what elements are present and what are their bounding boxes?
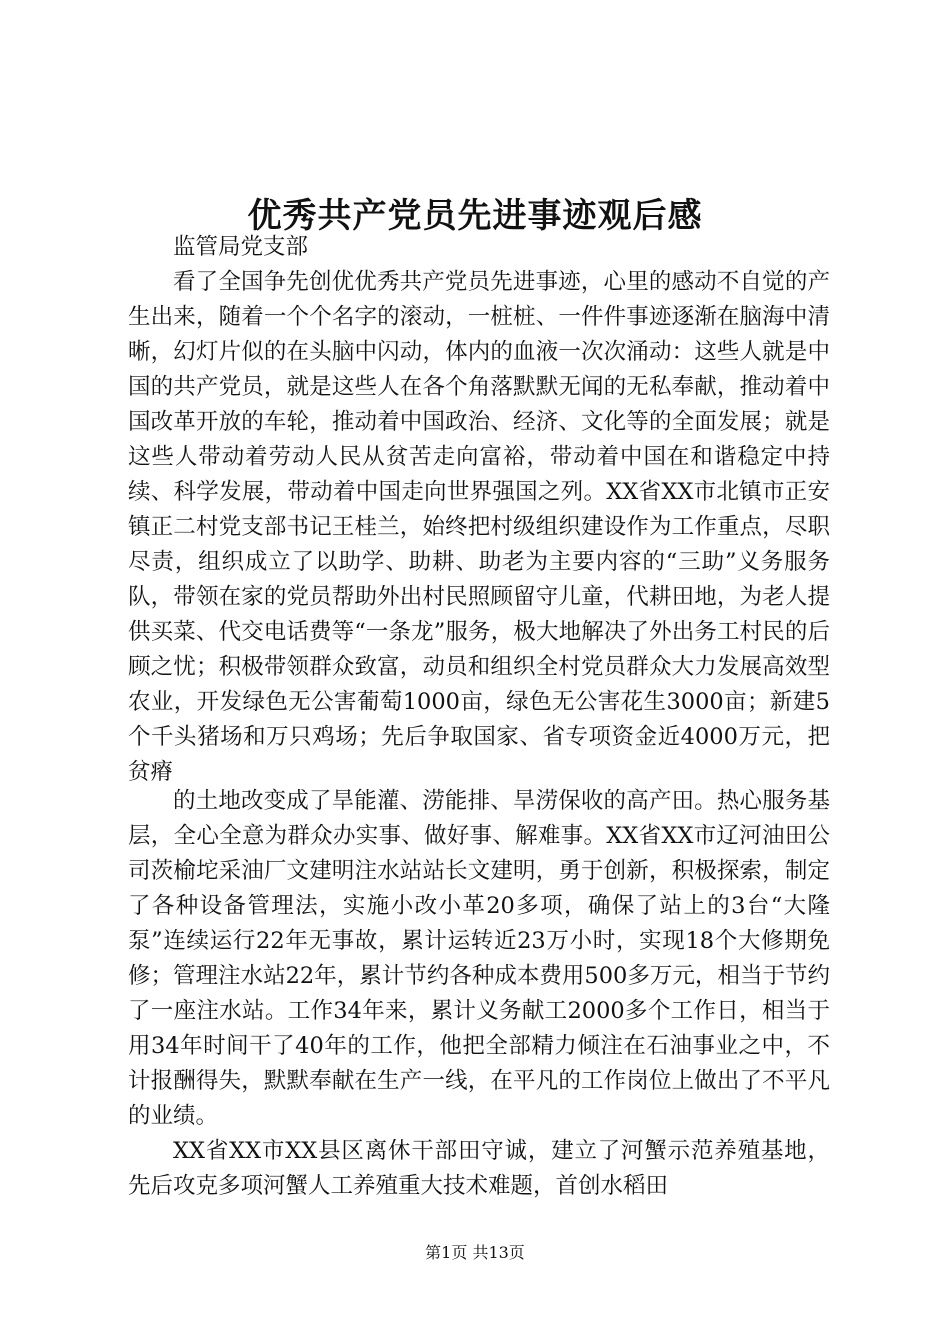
document-title: 优秀共产党员先进事迹观后感: [247, 196, 703, 236]
paragraph: XX省XX市XX县区离休干部田守诚，建立了河蟹示范养殖基地，先后攻克多项河蟹人工养殖重大技术难题，首创水稻田: [128, 1138, 830, 1199]
page-footer: 第1页 共13页: [425, 1243, 525, 1262]
paragraph: 的土地改变成了旱能灌、涝能排、旱涝保收的高产田。热心服务基层，全心全意为群众办实事、做好事、解难事。XX省XX市辽河油田公司茨榆坨采油厂文建明注水站站长文建明，勇于创新，积极探索，制定了各种设备管理法，实施小改小革20多项，确保了站上的3台“大隆泵”连续运行22年无事故，累计运转近23万小时，实现18个大修期免修；管理注水站22年，累计节约各种成本费用500多万元，相当于节约了一座注水站。工作34年来，累计义务献工2000多个工作日，相当于用34年时间干了40年的工作，他把全部精力倾注在石油事业之中，不计报酬得失，默默奉献在生产一线，在平凡的工作岗位上做出了不平凡的业绩。: [128, 788, 830, 1129]
body-text-bottom: [128, 784, 830, 1204]
body-text-top: [128, 230, 830, 790]
author-line: 监管局党支部: [173, 234, 309, 260]
paragraph: 看了全国争先创优优秀共产党员先进事迹，心里的感动不自觉的产生出来，随着一个个名字的滚动，一桩桩、一件件事迹逐渐在脑海中清晰，幻灯片似的在头脑中闪动，体内的血液一次次涌动：这些人就是中国的共产党员，就是这些人在各个角落默默无闻的无私奉献，推动着中国改革开放的车轮，推动着中国政治、经济、文化等的全面发展；就是这些人带动着劳动人民从贫苦走向富裕，带动着中国在和谐稳定中持续、科学发展，带动着中国走向世界强国之列。XX省XX市北镇市正安镇正二村党支部书记王桂兰，始终把村级组织建设作为工作重点，尽职尽责，组织成立了以助学、助耕、助老为主要内容的“三助”义务服务队，带领在家的党员帮助外出村民照顾留守儿童，代耕田地，为老人提供买菜、代交电话费等“一条龙”服务，极大地解决了外出务工村民的后顾之忧；积极带领群众致富，动员和组织全村党员群众大力发展高效型农业，开发绿色无公害葡萄1000亩，绿色无公害花生3000亩；新建5个千头猪场和万只鸡场；先后争取国家、省专项资金近4000万元，把贫瘠: [128, 269, 830, 785]
